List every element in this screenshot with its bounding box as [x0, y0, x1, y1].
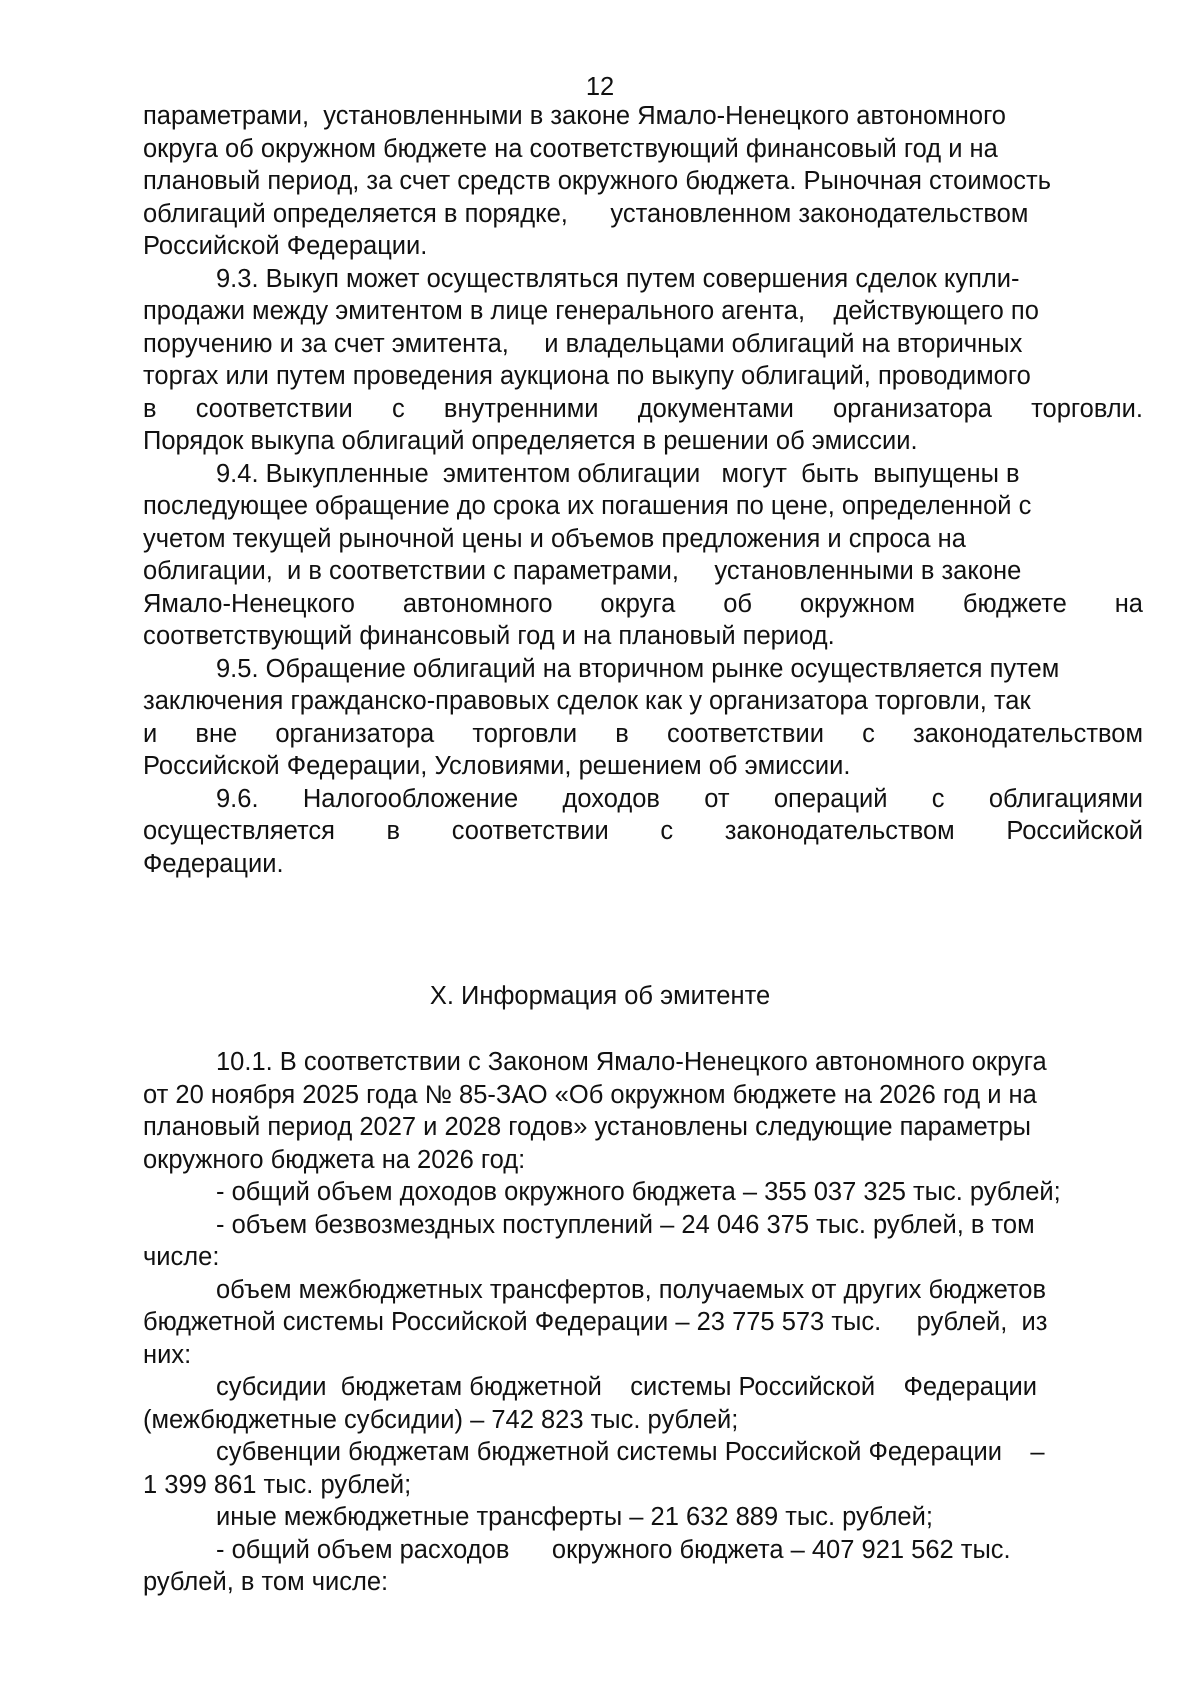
- paragraph-line: бюджетной системы Российской Федерации – 23 775 573 тыс. рублей, из: [143, 1308, 1048, 1336]
- section-10-body: [143, 1046, 1143, 1599]
- section-9-body: [143, 100, 1143, 880]
- paragraph-line: от 20 ноября 2025 года № 85-ЗАО «Об окружном бюджете на 2026 год и на: [143, 1080, 1037, 1109]
- paragraph-line: в соответствии с внутренними документами организатора торговли.: [143, 394, 1143, 423]
- paragraph-line: объем межбюджетных трансфертов, получаемых от других бюджетов: [216, 1275, 1047, 1304]
- paragraph-line: осуществляется в соответствии с законодательством Российской: [143, 817, 1143, 845]
- paragraph-line: поручению и за счет эмитента, и владельцами облигаций на вторичных: [143, 329, 1023, 358]
- paragraph-line: параметрами, установленными в законе Ямало-Ненецкого автономного: [143, 102, 1006, 130]
- paragraph-line: 9.3. Выкуп может осуществляться путем совершения сделок купли-: [216, 264, 1020, 293]
- paragraph-line: них:: [143, 1340, 192, 1369]
- paragraph-line: (межбюджетные субсидии) – 742 823 тыс. рублей;: [143, 1405, 739, 1434]
- paragraph-line: рублей, в том числе:: [143, 1568, 389, 1596]
- paragraph-line: 9.4. Выкупленные эмитентом облигации могут быть выпущены в: [216, 459, 1020, 488]
- paragraph-line: - общий объем расходов окружного бюджета – 407 921 562 тыс.: [216, 1535, 1011, 1564]
- paragraph-line: торгах или путем проведения аукциона по выкупу облигаций, проводимого: [143, 362, 1031, 390]
- paragraph-line: облигаций определяется в порядке, установленном законодательством: [143, 199, 1029, 228]
- paragraph-line: 9.5. Обращение облигаций на вторичном рынке осуществляется путем: [216, 654, 1060, 683]
- paragraph-line: последующее обращение до срока их погашения по цене, определенной с: [143, 492, 1032, 520]
- paragraph-line: плановый период, за счет средств окружного бюджета. Рыночная стоимость: [143, 167, 1051, 195]
- paragraph-line: Порядок выкупа облигаций определяется в решении об эмиссии.: [143, 427, 918, 455]
- paragraph-line: - общий объем доходов окружного бюджета – 355 037 325 тыс. рублей;: [216, 1178, 1061, 1206]
- paragraph-line: продажи между эмитентом в лице генерального агента, действующего по: [143, 297, 1039, 325]
- paragraph-line: облигации, и в соответствии с параметрами, установленными в законе: [143, 557, 1022, 585]
- paragraph-line: 9.6. Налогообложение доходов от операций с облигациями: [216, 784, 1143, 813]
- paragraph-line: заключения гражданско-правовых сделок как у организатора торговли, так: [143, 687, 1031, 715]
- paragraph-line: субвенции бюджетам бюджетной системы Российской Федерации –: [216, 1438, 1045, 1466]
- paragraph-line: числе:: [143, 1243, 220, 1271]
- paragraph-line: учетом текущей рыночной цены и объемов предложения и спроса на: [143, 524, 966, 553]
- paragraph-line: соответствующий финансовый год и на плановый период.: [143, 622, 835, 650]
- paragraph-line: субсидии бюджетам бюджетной системы Российской Федерации: [216, 1373, 1038, 1401]
- paragraph-line: плановый период 2027 и 2028 годов» установлены следующие параметры: [143, 1113, 1032, 1141]
- paragraph-line: иные межбюджетные трансферты – 21 632 889 тыс. рублей;: [216, 1503, 933, 1531]
- paragraph-line: Федерации.: [143, 849, 284, 878]
- paragraph-line: окружного бюджета на 2026 год:: [143, 1145, 526, 1174]
- paragraph-line: и вне организатора торговли в соответствии с законодательством: [143, 719, 1143, 748]
- paragraph-line: Российской Федерации, Условиями, решением об эмиссии.: [143, 752, 851, 780]
- paragraph-line: округа об окружном бюджете на соответствующий финансовый год и на: [143, 134, 998, 163]
- paragraph-line: - объем безвозмездных поступлений – 24 046 375 тыс. рублей, в том: [216, 1210, 1035, 1239]
- paragraph-line: Ямало-Ненецкого автономного округа об окружном бюджете на: [143, 589, 1143, 618]
- paragraph-line: 1 399 861 тыс. рублей;: [143, 1470, 412, 1499]
- section-heading: X. Информация об эмитенте: [429, 982, 771, 1010]
- paragraph-line: Российской Федерации.: [143, 232, 428, 260]
- paragraph-line: 10.1. В соответствии с Законом Ямало-Ненецкого автономного округа: [216, 1048, 1047, 1076]
- page-number: 12: [585, 73, 615, 101]
